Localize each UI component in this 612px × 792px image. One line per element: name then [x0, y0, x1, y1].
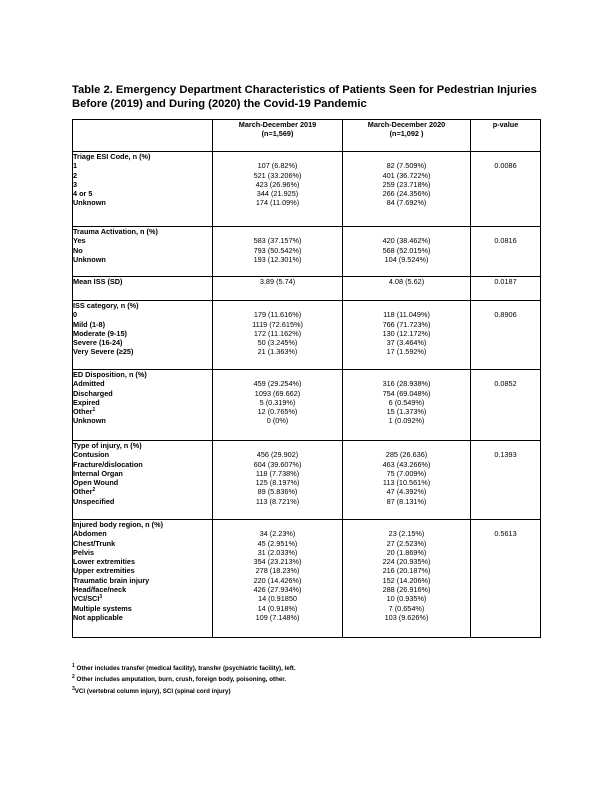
row-label [73, 310, 212, 319]
header-2020-period: March-December 2020 [367, 120, 446, 129]
value-2019: 1093 (69.662) [254, 388, 301, 398]
section-2020-cell [343, 152, 471, 227]
value-2019: 34 (2.23%) [259, 529, 296, 539]
value-2020: 4.08 (5.62) [388, 277, 425, 286]
spacer [213, 301, 342, 310]
row-label [73, 557, 212, 566]
value-2020: 118 (11.049%) [383, 310, 430, 320]
table-title [72, 84, 542, 111]
footnote-text: VCI (vertebral column injury), SCI (spinal cord injury) [74, 687, 231, 695]
header-2019-n: (n=1,569) [261, 129, 294, 139]
value-2020: 754 (69.048%) [382, 388, 431, 398]
footnote-marker: 3 [99, 594, 103, 601]
value-2019: 113 (8.721%) [255, 496, 300, 506]
section-row [73, 277, 541, 301]
row-label-text: Unknown [73, 416, 106, 426]
footnote-mark: 1 [72, 663, 75, 669]
characteristics-table [72, 119, 541, 638]
spacer [213, 520, 342, 529]
section-label-cell [73, 227, 213, 277]
row-label-text: Severe (16-24) [73, 338, 123, 348]
value-2019: 14 (0.918%) [257, 603, 298, 613]
spacer [213, 152, 342, 161]
row-label [73, 198, 212, 207]
section-label-cell [73, 301, 213, 370]
row-label-text: Other [73, 407, 93, 417]
header-cell-2020 [343, 120, 471, 152]
row-label [73, 398, 212, 407]
row-label-text: VCI/SCI [73, 594, 100, 604]
value-2019: 118 (7.738%) [255, 468, 300, 478]
p-value: 0.0852 [494, 379, 517, 389]
row-label [73, 529, 212, 538]
section-heading: Triage ESI Code, n (%) [73, 152, 151, 161]
row-label [73, 338, 212, 347]
footnote [72, 674, 542, 685]
footnote-marker: 1 [92, 407, 96, 414]
footnote-text: Other includes amputation, burn, crush, foreign body, poisoning, other. [74, 676, 287, 684]
value-2019: 45 (2.951%) [257, 538, 298, 548]
row-label [73, 469, 212, 478]
section-label-cell [73, 152, 213, 227]
row-label [73, 478, 212, 487]
value-2019: 14 (0.91850 [258, 594, 297, 604]
value-2020: 224 (20.935%) [382, 557, 431, 567]
value-2020: 6 (0.549%) [388, 397, 425, 407]
value-2020: 37 (3.464%) [386, 338, 427, 348]
value-2019: 423 (26.96%) [255, 179, 300, 189]
row-label-text: 4 or 5 [73, 189, 93, 199]
value-2020: 103 (9.626%) [384, 612, 429, 622]
row-label [73, 613, 212, 622]
value-2019: 89 (5.836%) [257, 487, 298, 497]
p-value: 0.8906 [494, 310, 517, 320]
footnote-text: Other includes transfer (medical facility), transfer (psychiatric facility), left. [74, 665, 296, 672]
value-2020: 766 (71.723%) [382, 319, 431, 329]
section-pvalue-cell [471, 301, 541, 370]
section-label-cell [73, 277, 213, 301]
value-2019: 3.89 (5.74) [259, 277, 296, 286]
value-2019: 5 (0.319%) [259, 397, 296, 407]
footnote-mark: 2 [72, 674, 75, 681]
row-label-text: Abdomen [73, 529, 107, 539]
value-2019: 604 (39.607%) [253, 459, 302, 469]
section-2020-cell [343, 441, 471, 520]
value-2020: 130 (12.172%) [382, 328, 431, 338]
value-2020: 10 (0.935%) [386, 594, 427, 604]
row-label-text: Unknown [73, 198, 106, 208]
value-2020: 113 (10.561%) [382, 478, 431, 488]
value-2019: 107 (6.82%) [257, 161, 298, 171]
value-2019: 426 (27.934%) [253, 585, 302, 595]
footnote-mark: 3 [72, 685, 75, 692]
row-label-text: Very Severe (≥25) [73, 347, 134, 357]
section-heading: Trauma Activation, n (%) [73, 227, 158, 236]
p-value: 0.5613 [494, 529, 517, 539]
section-heading: Mean ISS (SD) [73, 277, 123, 286]
value-2019: 459 (29.254%) [253, 379, 302, 389]
value-2019: 354 (23.213%) [253, 557, 302, 567]
spacer [343, 301, 470, 310]
row-label-text: 3 [73, 179, 78, 189]
spacer [213, 227, 342, 236]
p-value: 0.0187 [494, 277, 517, 286]
section-row [73, 301, 541, 370]
value-2019: 125 (8.197%) [255, 478, 300, 488]
section-2019-cell [213, 301, 343, 370]
row-label [73, 604, 212, 613]
row-label-text: Chest/Trunk [73, 538, 116, 548]
footnote [72, 686, 542, 697]
row-label-text: Pelvis [73, 547, 95, 557]
spacer [343, 441, 470, 450]
value-2020: 152 (14.206%) [382, 575, 431, 585]
p-value: 0.0816 [494, 236, 517, 246]
section-row [73, 152, 541, 227]
row-label [73, 246, 212, 255]
value-2019: 179 (11.616%) [253, 310, 302, 320]
value-2019: 172 (11.162%) [253, 328, 302, 338]
title-line-2: Before (2019) and During (2020) the Covid-19 Pandemic [72, 97, 367, 110]
row-label-text: Traumatic brain injury [73, 575, 150, 585]
row-label-text: 1 [73, 161, 78, 171]
header-cell-2019 [213, 120, 343, 152]
value-2020: 568 (52.015%) [382, 245, 431, 255]
value-2020: 401 (36.722%) [382, 170, 431, 180]
value-2020: 17 (1.592%) [386, 347, 427, 357]
row-label [73, 576, 212, 585]
p-value: 0.0086 [494, 161, 517, 171]
value-2019: 793 (50.542%) [253, 245, 302, 255]
value-2019: 456 (29.902) [256, 450, 299, 460]
section-2020-cell [343, 301, 471, 370]
footnote [72, 663, 542, 674]
section-pvalue-cell [471, 370, 541, 441]
row-label [73, 585, 212, 594]
spacer [213, 370, 342, 379]
footnotes [72, 663, 542, 697]
section-heading: Type of injury, n (%) [73, 441, 142, 450]
row-label-text: Open Wound [73, 478, 119, 488]
row-label-text: Expired [73, 397, 100, 407]
row-label [73, 171, 212, 180]
header-cell-characteristic [73, 120, 213, 152]
row-label-text: Yes [73, 236, 86, 246]
value-2020: 15 (1.373%) [386, 407, 427, 417]
section-label-cell [73, 441, 213, 520]
row-label [73, 487, 212, 496]
section-2019-cell [213, 277, 343, 301]
section-2019-cell [213, 441, 343, 520]
section-label-cell [73, 520, 213, 638]
section-row [73, 227, 541, 277]
row-label [73, 347, 212, 356]
row-label [73, 161, 212, 170]
value-2019: 278 (18.23%) [255, 566, 300, 576]
spacer [213, 441, 342, 450]
row-label [73, 407, 212, 416]
value-2019: 193 (12.301%) [253, 254, 302, 264]
value-2019: 12 (0.765%) [257, 407, 298, 417]
header-cell-pvalue [471, 120, 541, 152]
value-2020: 463 (43.266%) [382, 459, 431, 469]
spacer [471, 370, 540, 379]
section-row [73, 520, 541, 638]
section-pvalue-cell [471, 520, 541, 638]
row-label [73, 460, 212, 469]
row-label [73, 255, 212, 264]
section-row [73, 370, 541, 441]
value-2020: 316 (28.938%) [382, 379, 431, 389]
title-line-1: Table 2. Emergency Department Characteristics of Patients Seen for Pedestrian Injuries [72, 84, 537, 96]
row-label-text: Mild (1-8) [73, 319, 106, 329]
row-label [73, 450, 212, 459]
value-2020: 104 (9.524%) [384, 254, 429, 264]
value-2019: 583 (37.157%) [253, 236, 302, 246]
value-2020: 82 (7.509%) [386, 161, 427, 171]
spacer [471, 301, 540, 310]
p-value: 0.1393 [494, 450, 517, 460]
value-2019: 31 (2.033%) [257, 547, 298, 557]
value-2020: 27 (2.523%) [386, 538, 427, 548]
section-2019-cell [213, 227, 343, 277]
row-label [73, 379, 212, 388]
value-2020: 266 (24.356%) [382, 189, 431, 199]
section-2020-cell [343, 520, 471, 638]
row-label-text: No [73, 245, 83, 255]
row-label-text: 0 [73, 310, 78, 320]
spacer [471, 441, 540, 450]
value-2020: 84 (7.692%) [386, 198, 427, 208]
value-2020: 259 (23.718%) [382, 179, 431, 189]
value-2020: 87 (8.131%) [386, 496, 427, 506]
section-2019-cell [213, 370, 343, 441]
spacer [343, 370, 470, 379]
section-label-cell [73, 370, 213, 441]
section-2020-cell [343, 227, 471, 277]
header-pvalue-label: p-value [492, 120, 519, 129]
row-label-text: Contusion [73, 450, 110, 460]
row-label-text: Discharged [73, 388, 113, 398]
spacer [471, 227, 540, 236]
row-label [73, 320, 212, 329]
row-label [73, 548, 212, 557]
row-label-text: Multiple systems [73, 603, 132, 613]
value-2019: 220 (14.426%) [253, 575, 302, 585]
section-2019-cell [213, 520, 343, 638]
section-heading: ISS category, n (%) [73, 301, 139, 310]
section-row [73, 441, 541, 520]
value-2020: 23 (2.15%) [388, 529, 425, 539]
row-label [73, 329, 212, 338]
row-label-text: Lower extremities [73, 557, 136, 567]
value-2019: 21 (1.363%) [257, 347, 298, 357]
row-label [73, 566, 212, 575]
value-2019: 521 (33.206%) [253, 170, 302, 180]
row-label-text: Unknown [73, 254, 106, 264]
table-body [73, 152, 541, 638]
row-label [73, 539, 212, 548]
value-2020: 7 (0.654%) [388, 603, 425, 613]
row-label [73, 189, 212, 198]
row-label-text: Internal Organ [73, 468, 123, 478]
value-2019: 344 (21.925) [256, 189, 299, 199]
row-label-text: Other [73, 487, 93, 497]
row-label [73, 497, 212, 506]
value-2020: 420 (38.462%) [382, 236, 431, 246]
spacer [343, 227, 470, 236]
row-label-text: 2 [73, 170, 78, 180]
value-2020: 1 (0.092%) [388, 416, 425, 426]
value-2020: 47 (4.392%) [386, 487, 427, 497]
section-pvalue-cell [471, 441, 541, 520]
value-2020: 216 (20.187%) [382, 566, 431, 576]
value-2020: 285 (26.636) [385, 450, 428, 460]
row-label-text: Not applicable [73, 612, 123, 622]
section-pvalue-cell [471, 227, 541, 277]
row-label [73, 416, 212, 425]
spacer [343, 520, 470, 529]
spacer [343, 152, 470, 161]
row-label-text: Unspecified [73, 496, 115, 506]
section-2020-cell [343, 277, 471, 301]
row-label [73, 180, 212, 189]
value-2020: 20 (1.869%) [386, 547, 427, 557]
footnote-marker: 2 [92, 487, 96, 494]
section-2019-cell [213, 152, 343, 227]
header-row [73, 120, 541, 152]
header-2020-n: (n=1,092 ) [389, 129, 424, 139]
row-label [73, 389, 212, 398]
value-2019: 109 (7.148%) [255, 612, 300, 622]
section-heading: Injured body region, n (%) [73, 520, 163, 529]
value-2019: 1119 (72.615%) [252, 319, 303, 329]
value-2019: 0 (0%) [266, 416, 289, 426]
section-2020-cell [343, 370, 471, 441]
section-pvalue-cell [471, 152, 541, 227]
row-label-text: Head/face/neck [73, 585, 127, 595]
row-label-text: Fracture/dislocation [73, 459, 143, 469]
row-label-text: Admitted [73, 379, 105, 389]
header-2019-period: March-December 2019 [238, 120, 317, 129]
value-2019: 50 (3.245%) [257, 338, 298, 348]
spacer [471, 152, 540, 161]
section-heading: ED Disposition, n (%) [73, 370, 147, 379]
row-label-text: Upper extremities [73, 566, 135, 576]
row-label-text: Moderate (9-15) [73, 328, 127, 338]
section-pvalue-cell [471, 277, 541, 301]
value-2020: 75 (7.009%) [386, 468, 427, 478]
value-2020: 288 (26.916%) [382, 585, 431, 595]
row-label [73, 236, 212, 245]
spacer [471, 520, 540, 529]
row-label [73, 594, 212, 603]
value-2019: 174 (11.09%) [255, 198, 300, 208]
